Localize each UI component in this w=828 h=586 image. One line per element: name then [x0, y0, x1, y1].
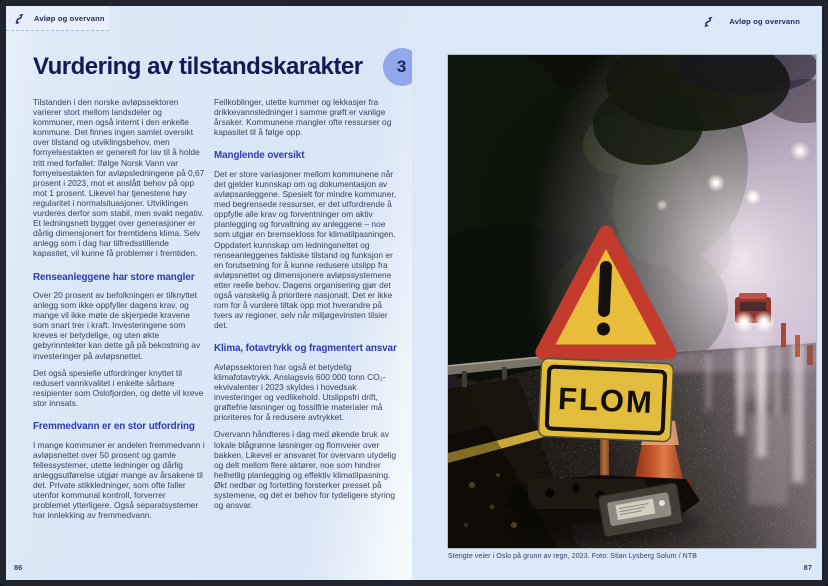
pipe-icon: [14, 12, 27, 25]
distant-vehicle: [733, 293, 775, 397]
subheading: Renseanleggene har store mangler: [33, 271, 195, 283]
chapter-number-badge: 3: [383, 48, 421, 86]
photo-caption: Stengte veier i Oslo på grunn av regn, 2023. Foto: Stian Lysberg Solum / NTB: [448, 553, 697, 560]
body-paragraph: Tilstanden i den norske avløpssektoren varierer stort mellom landsdeler og kommuner, men også internt i den enkelte kommune. Det finnes ingen samlet oversikt over tilstand og utviklingsbehov, men fornyelsestakten er generelt for lav til å holde tritt med forfallet: Ifølge Norsk Vann var fornyelsestakten for avløpsledningene på 0,67 prosent i 2023, mot et anslått behov på opp mot 1 prosent. Likevel har tjenestene høy regularitet i normalsituasjoner. Utviklingen vurderes derfor som stabil, men svakt negativ. Et ledningsnett bygget over generasjoner er dårlig dimensjonert for fremtidens klima. Selv anlegg som i dag har tilfredsstillende kapasitet, vil kunne få problemer i fremtiden.: [33, 97, 205, 259]
chapter-tab-right[interactable]: [703, 10, 800, 32]
body-paragraph: Det også spesielle utfordringer knyttet til redusert vannkvalitet i enkelte sårbare resipienter som Oslofjorden, og dette vil kreve stor innsats.: [33, 367, 204, 408]
flood-road-illustration: [448, 55, 816, 548]
body-paragraph: Over 20 prosent av befolkningen er tilknyttet anlegg som ikke oppfyller dagens krav, og mange vil ikke møte de skjerpede kravene som snart trer i kraft. Investeringene som kreves er betydelige, og uten økte gebyrinntekter kan dette gå på bekostning av investeringer på avløpsnettet.: [33, 290, 201, 361]
page-left: [6, 6, 412, 580]
subheading: Fremmedvann er en stor utfordring: [33, 421, 195, 433]
text-column-1: [33, 97, 205, 527]
flom-sign: [538, 358, 673, 442]
subheading: Klima, fotavtrykk og fragmentert ansvar: [214, 343, 397, 355]
text-column-2: [214, 97, 398, 527]
flom-sign-text: FLOM: [557, 380, 655, 421]
body-paragraph: Avløpssektoren har også et betydelig klimafotavtrykk. Anslagsvis 600 000 tonn CO₂-ekvivalenter i 2023 skyldes i hovedsak investeringer og vedlikehold. Utslippsfri drift, grøftefrie løsninger og fossilfrie materialer må prioriteres for å redusere avtrykket.: [214, 361, 386, 423]
body-text-columns: [33, 97, 398, 527]
chapter-tab-label: Avløp og overvann: [34, 13, 105, 23]
subheading: Manglende oversikt: [214, 150, 305, 162]
body-paragraph: I mange kommuner er andelen fremmedvann i avløpsnettet over 50 prosent og gamle fellessystemer, utette ledninger og dårlig anleggsutførelse utgjør mange av årsakene til det. Private stikkledninger, som ofte faller utenfor kommunal kontroll, forverrer problemet ytterligere. Også separatsystemer har innlekking av fremmedvann.: [33, 439, 205, 521]
page-title: Vurdering av tilstandskarakter: [33, 53, 363, 80]
body-paragraph: Det er store variasjoner mellom kommunene når det gjelder kunnskap om og dokumentasjon av avløpsanleggene. Spesielt for mindre kommuner, med begrensede ressurser, er det utfordrende å oppfylle alle krav og forventninger om aktiv planlegging og forvaltning av anleggene – noe som utgjør en bremsekloss for klimatilpasningen. Oppdatert kunnskap om ledningsnettet og renseanleggenes faktiske tilstand og funksjon er en forutsetning for å kunne redusere utslipp fra avløpsnettet og dimensjonere avløpssystemene etter reelle behov. Dagens organisering gjør det også vanskelig å prioritere nasjonalt. Det er ikke rom for å vurdere tiltak opp mot hverandre på tvers av regioner, selv når miljøgevinsten tilsier det.: [214, 168, 397, 331]
pipe-icon: [703, 15, 716, 28]
body-paragraph: Overvann håndteres i dag med økende bruk av lokale blågrønne løsninger og flomveier over bakken. Likevel er ansvaret for overvann utydelig og delt mellom flere aktører, noe som hindrer helhetlig planlegging og effektiv klimatilpasning. Økt nedbør og fortetting forsterker presset på systemene, og det er behov for tydeligere styring og ansvar.: [214, 429, 397, 511]
chapter-tab-left[interactable]: [6, 6, 109, 31]
page-right: [412, 6, 822, 580]
flood-road-photo: [448, 55, 816, 548]
page-number-left: 86: [14, 563, 23, 572]
page-number-right: 87: [803, 563, 812, 572]
body-paragraph: Feilkoblinger, utette kummer og lekkasjer fra drikkevannsledninger i samme grøft er vanlige årsaker. Kommunene mangler ofte ressurser og kapasitet til å følge opp.: [214, 97, 392, 138]
chapter-tab-label: Avløp og overvann: [729, 16, 800, 26]
exclamation-icon: [604, 267, 606, 311]
